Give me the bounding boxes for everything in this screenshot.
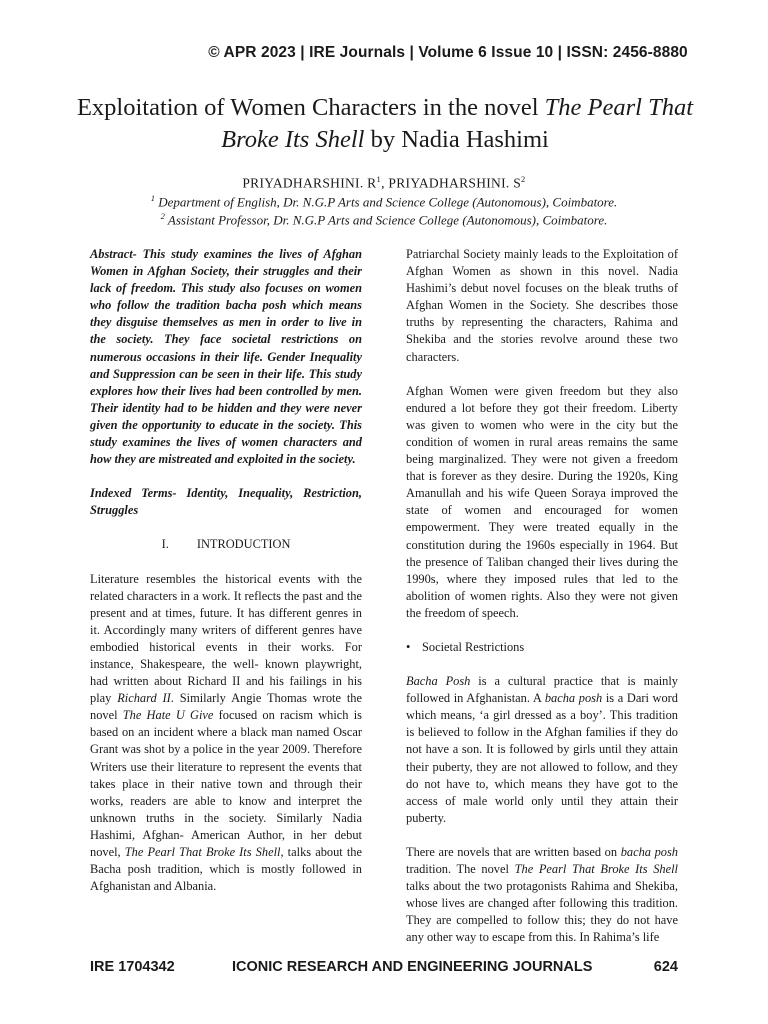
left-column bbox=[90, 246, 362, 912]
author-line: PRIYADHARSHINI. $R^1$, PRIYADHARSHINI. $S^2$ bbox=[242, 174, 526, 191]
page-number: 624 bbox=[653, 959, 678, 975]
paper-id: IRE 1704342 bbox=[90, 959, 175, 975]
affiliation-2: $^2$ Assistant Professor, Dr. N.G.P Arts and Science College (Autonomous), Coimbatore. bbox=[160, 211, 608, 228]
journal-header-text: © APR 2023 | IRE Journals | Volume 6 Issue 10 | ISSN: 2456-8880 bbox=[208, 44, 688, 61]
subheading-societal-restrictions: • Societal Restrictions bbox=[406, 639, 678, 656]
right-column bbox=[406, 246, 678, 963]
author-2: PRIYADHARSHINI. S bbox=[388, 175, 522, 191]
intro-paragraph: Literature resembles the historical events with the related characters in a work. It reflects the past and the present and at times, future. It has different genres in it. Accordingly many writers of different genres have embodied historical events in their works. For instance, Shakespeare, the well- known playwright, had written about Richard II and his failings in his play Richard II. Similarly Angie Thomas wrote the novel The Hate U Give focused on racism which is based on an incident where a black man named Oscar Grant was shot by a police in the year 2009. Therefore Writers use their literature to represent the events that takes place in their native town and through their works, readers are able to know and interpret the unknown truths in the society. Similarly Nadia Hashimi, Afghan- American Author, in her debut novel, The Pearl That Broke Its Shell, talks about the Bacha posh tradition, which is mostly followed in Afghanistan and Albania. bbox=[90, 571, 362, 894]
author-1: PRIYADHARSHINI. R bbox=[242, 175, 377, 191]
novels-paragraph: There are novels that are written based on bacha posh tradition. The novel The Pearl That Broke Its Shell talks about the two protagonists Rahima and Shekiba, whose lives are changed after following this tradition. They are compelled to follow this; they do not have any other way to escape from this. In Rahima’s life bbox=[406, 844, 678, 945]
freedom-paragraph: Afghan Women were given freedom but they also endured a lot before they got their freedom. Liberty was given to women who were in the city but the condition of women in rural areas remains the same being marginalized. They were not given a freedom that is forever as they desire. During the 1920s, King Amanullah and his wife Queen Soraya improved the state of women and encouraged for women empowerment. They were treated equally in the constitution during the 1960s especially in 1964. But the presence of Taliban changed their lives during the 1990s, where they imposed rules that led to the abolition of women rights. Also they were not given the freedom of speech. bbox=[406, 383, 678, 620]
journal-header bbox=[0, 44, 768, 62]
section-heading-introduction: I. INTRODUCTION bbox=[161, 537, 291, 552]
journal-name: ICONIC RESEARCH AND ENGINEERING JOURNALS bbox=[232, 959, 593, 975]
patriarchal-paragraph: Patriarchal Society mainly leads to the Exploitation of Afghan Women as shown in this novel. Nadia Hashimi’s debut novel focuses on the bleak truths of Afghan Women in the Society. She describes those truths by representing the characters, Rahima and Shekiba and the stories revolve around these two characters. bbox=[406, 247, 678, 364]
bullet-icon: • bbox=[406, 639, 411, 654]
paper-title: Exploitation of Women Characters in the novel The Pearl That Broke Its Shell by Nadia Hashimi bbox=[76, 94, 694, 153]
affiliation-1: $^1$ Department of English, Dr. N.G.P Arts and Science College (Autonomous), Coimbatore. bbox=[150, 193, 618, 210]
bacha-posh-paragraph: Bacha Posh is a cultural practice that is mainly followed in Afghanistan. A bacha posh is a Dari word which means, ‘a girl dressed as a boy’. This tradition is believed to follow in the Afghan families if they do not have a son. It is followed by girls until they attain their puberty, they are not allowed to follow, and they do not have to, which means they have got to the access of male world only until they attain their puberty. bbox=[406, 674, 678, 825]
abstract: Abstract- This study examines the lives of Afghan Women in Afghan Society, their struggles and their lack of freedom. This study also focuses on women who follow the tradition bacha posh which means they disguise themselves as men in order to live in the society. They face societal restrictions on numerous occasions in their life. Gender Inequality and Suppression can be seen in their life. This study explores how their lives had been controlled by men. Their identity had to be hidden and they were never given the opportunity to educate in the society. This study examines the lives of women characters and how they are mistreated and exploited in the society. bbox=[90, 247, 362, 467]
novel-title: The Pearl That Broke Its Shell bbox=[221, 94, 694, 153]
indexed-terms: Indexed Terms- Identity, Inequality, Restriction, Struggles bbox=[90, 486, 362, 518]
